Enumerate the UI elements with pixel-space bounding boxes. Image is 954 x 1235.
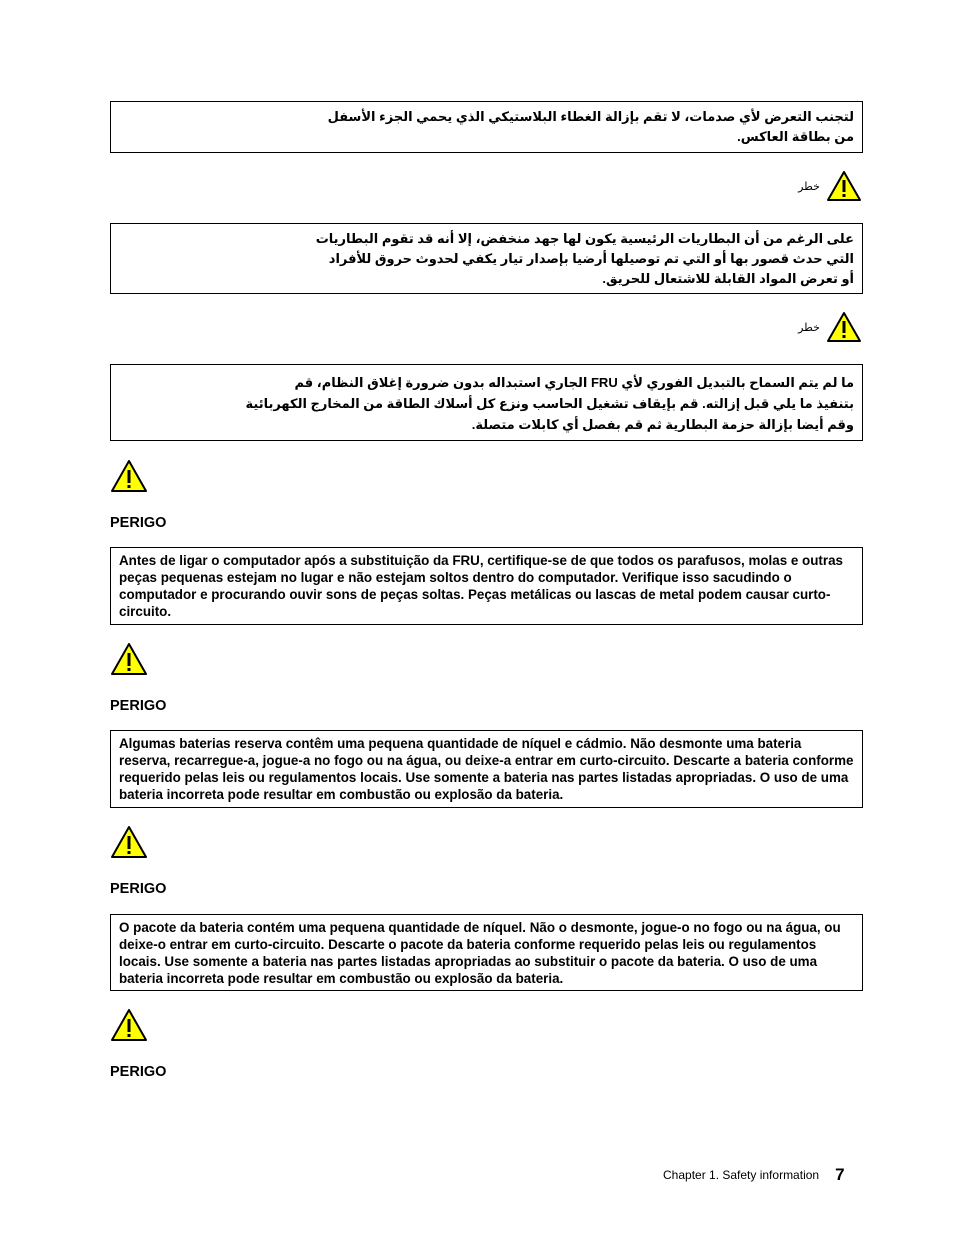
warning-icon — [110, 459, 148, 493]
pt-notice-3 — [110, 914, 863, 991]
arabic-notice-3 — [110, 364, 863, 441]
warning-icon — [110, 642, 148, 676]
pt-notice-text: O pacote da bateria contém uma pequena quantidade de níquel. Não o desmonte, jogue-o no fogo ou na água, ou deixe-o entrar em curto-circuito. Descarte o pacote da bateria conforme requerido pelas leis ou regulamentos locais. Use somente a bateria nas partes listadas apropriadas ao substituir o pacote da bateria. O uso de uma bateria incorreta pode resultar em combustão ou explosão da bateria. — [119, 920, 841, 986]
footer-chapter: Chapter 1. Safety information — [663, 1168, 820, 1182]
arabic-notice-1 — [110, 101, 863, 153]
perigo-heading-1: PERIGO — [110, 515, 167, 531]
arabic-notice-2 — [110, 223, 863, 294]
pt-notice-2 — [110, 730, 863, 808]
arabic-notice-line: وقم أيضا بإزالة حزمة البطارية ثم قم بفصل أي كابلات متصلة. — [471, 417, 854, 432]
warning-icon — [826, 311, 862, 343]
page-footer — [663, 1165, 845, 1185]
danger-label-ar: خطر — [798, 180, 820, 193]
arabic-danger-heading-2 — [798, 311, 862, 343]
warning-icon — [110, 825, 148, 859]
arabic-notice-line: أو تعرض المواد القابلة للاشتعال للحريق. — [602, 271, 854, 286]
warning-icon-wrapper — [110, 642, 148, 676]
arabic-danger-heading-1 — [798, 170, 862, 202]
arabic-notice-line: ما لم يتم السماح بالتبديل الفوري لأي FRU الجاري استبداله بدون ضرورة إغلاق النظام، قم — [294, 375, 854, 390]
perigo-heading-2: PERIGO — [110, 698, 167, 714]
pt-notice-text: Antes de ligar o computador após a substituição da FRU, certifique-se de que todos os parafusos, molas e outras peças pequenas estejam no lugar e não estejam soltos dentro do computador. Verifique isso sacudindo o computador e procurando ouvir sons de peças soltas. Peças metálicas ou lascas de metal podem causar curto-circuito. — [119, 553, 843, 619]
arabic-notice-line: لتجنب التعرض لأي صدمات، لا تقم بإزالة الغطاء البلاستيكي الذي يحمي الجزء الأسفل — [327, 109, 854, 124]
perigo-heading-4: PERIGO — [110, 1064, 167, 1080]
page-number: 7 — [835, 1165, 845, 1184]
warning-icon — [110, 1008, 148, 1042]
warning-icon-wrapper — [110, 1008, 148, 1042]
pt-notice-text: Algumas baterias reserva contêm uma pequena quantidade de níquel e cádmio. Não desmonte uma bateria reserva, recarregue-a, jogue-a no fogo ou na água, ou deixe-a entrar em curto-circuito. Descarte a bateria conforme requerido pelas leis ou regulamentos locais. Use somente a bateria nas partes listadas apropriadas. O uso de uma bateria incorreta pode resultar em combustão ou explosão da bateria. — [119, 736, 854, 802]
arabic-notice-line: على الرغم من أن البطاريات الرئيسية يكون لها جهد منخفض، إلا أنه قد تقوم البطاريات — [315, 231, 854, 246]
perigo-heading-3: PERIGO — [110, 881, 167, 897]
warning-icon — [826, 170, 862, 202]
danger-label-ar: خطر — [798, 321, 820, 334]
arabic-notice-line: من بطاقة العاكس. — [737, 129, 854, 144]
arabic-notice-line: التي حدث قصور بها أو التي تم توصيلها أرضيا بإصدار تيار يكفي لحدوث حروق للأفراد — [328, 251, 854, 266]
warning-icon-wrapper — [110, 459, 148, 493]
arabic-notice-line: بتنفيذ ما يلي قبل إزالته. قم بإيقاف تشغيل الحاسب ونزع كل أسلاك الطاقة من المخارج الكهربائية — [245, 396, 854, 411]
warning-icon-wrapper — [110, 825, 148, 859]
pt-notice-1 — [110, 547, 863, 625]
